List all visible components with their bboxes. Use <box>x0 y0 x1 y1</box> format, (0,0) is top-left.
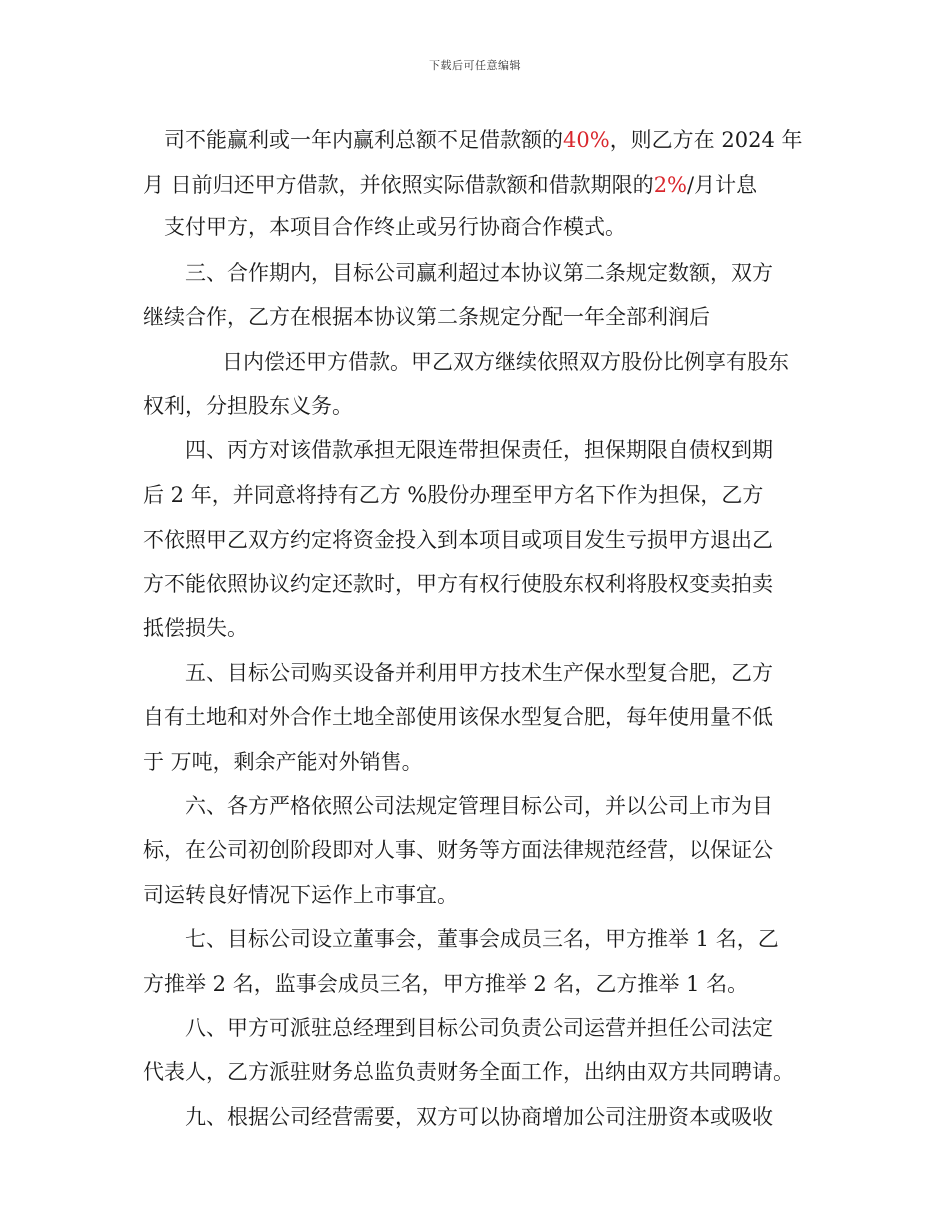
clause-6-line: 司运转良好情况下运作上市事宜。 <box>143 883 458 907</box>
clause-4-line: 抵偿损失。 <box>143 616 248 640</box>
clause-7-line: 七、目标公司设立董事会，董事会成员三名，甲方推举 1 名，乙 <box>185 927 779 951</box>
clause-6-line: 标，在公司初创阶段即对人事、财务等方面法律规范经营，以保证公 <box>143 838 773 862</box>
clause-9-line: 九、根据公司经营需要，双方可以协商增加公司注册资本或吸收 <box>185 1105 773 1129</box>
clause-3-line: 三、合作期内，目标公司赢利超过本协议第二条规定数额，双方 <box>185 261 773 285</box>
clause-8-line: 八、甲方可派驻总经理到目标公司负责公司运营并担任公司法定 <box>185 1016 773 1040</box>
clause-8-line: 代表人，乙方派驻财务总监负责财务全面工作，出纳由双方共同聘请。 <box>143 1060 794 1084</box>
text-segment: 司不能赢利或一年内赢利总额不足借款额的 <box>164 128 563 152</box>
clause-6-line: 六、各方严格依照公司法规定管理目标公司，并以公司上市为目 <box>185 794 773 818</box>
clause-5-line: 自有土地和对外合作土地全部使用该保水型复合肥，每年使用量不低 <box>143 705 773 729</box>
highlighted-percent: 2% <box>653 173 688 197</box>
text-segment: /月计息 <box>687 173 758 197</box>
text-segment: ，则乙方在 2024 年 <box>609 128 803 152</box>
clause-4-line: 方不能依照协议约定还款时，甲方有权行使股东权利将股权变卖拍卖 <box>143 572 773 596</box>
paragraph-line <box>164 130 802 151</box>
clause-5-line: 于 万吨，剩余产能对外销售。 <box>143 750 423 774</box>
clause-3-line: 权利，分担股东义务。 <box>143 394 353 418</box>
clause-3-line: 继续合作，乙方在根据本协议第二条规定分配一年全部利润后 <box>143 305 710 329</box>
paragraph-line: 支付甲方，本项目合作终止或另行协商合作模式。 <box>164 215 626 239</box>
page-header: 下载后可任意编辑 <box>429 59 521 72</box>
text-segment: 月 日前归还甲方借款，并依照实际借款额和借款期限的 <box>143 173 654 197</box>
clause-7-line: 方推举 2 名，监事会成员三名，甲方推举 2 名，乙方推举 1 名。 <box>143 972 749 996</box>
paragraph-line <box>143 175 757 196</box>
clause-3-line: 日内偿还甲方借款。甲乙双方继续依照双方股份比例享有股东 <box>222 350 789 374</box>
clause-4-line: 后 2 年，并同意将持有乙方 %股份办理至甲方名下作为担保，乙方 <box>143 483 764 507</box>
highlighted-percent: 40% <box>563 128 610 152</box>
clause-5-line: 五、目标公司购买设备并利用甲方技术生产保水型复合肥，乙方 <box>185 661 773 685</box>
clause-4-line: 四、丙方对该借款承担无限连带担保责任，担保期限自债权到期 <box>185 438 773 462</box>
clause-4-line: 不依照甲乙双方约定将资金投入到本项目或项目发生亏损甲方退出乙 <box>143 528 773 552</box>
